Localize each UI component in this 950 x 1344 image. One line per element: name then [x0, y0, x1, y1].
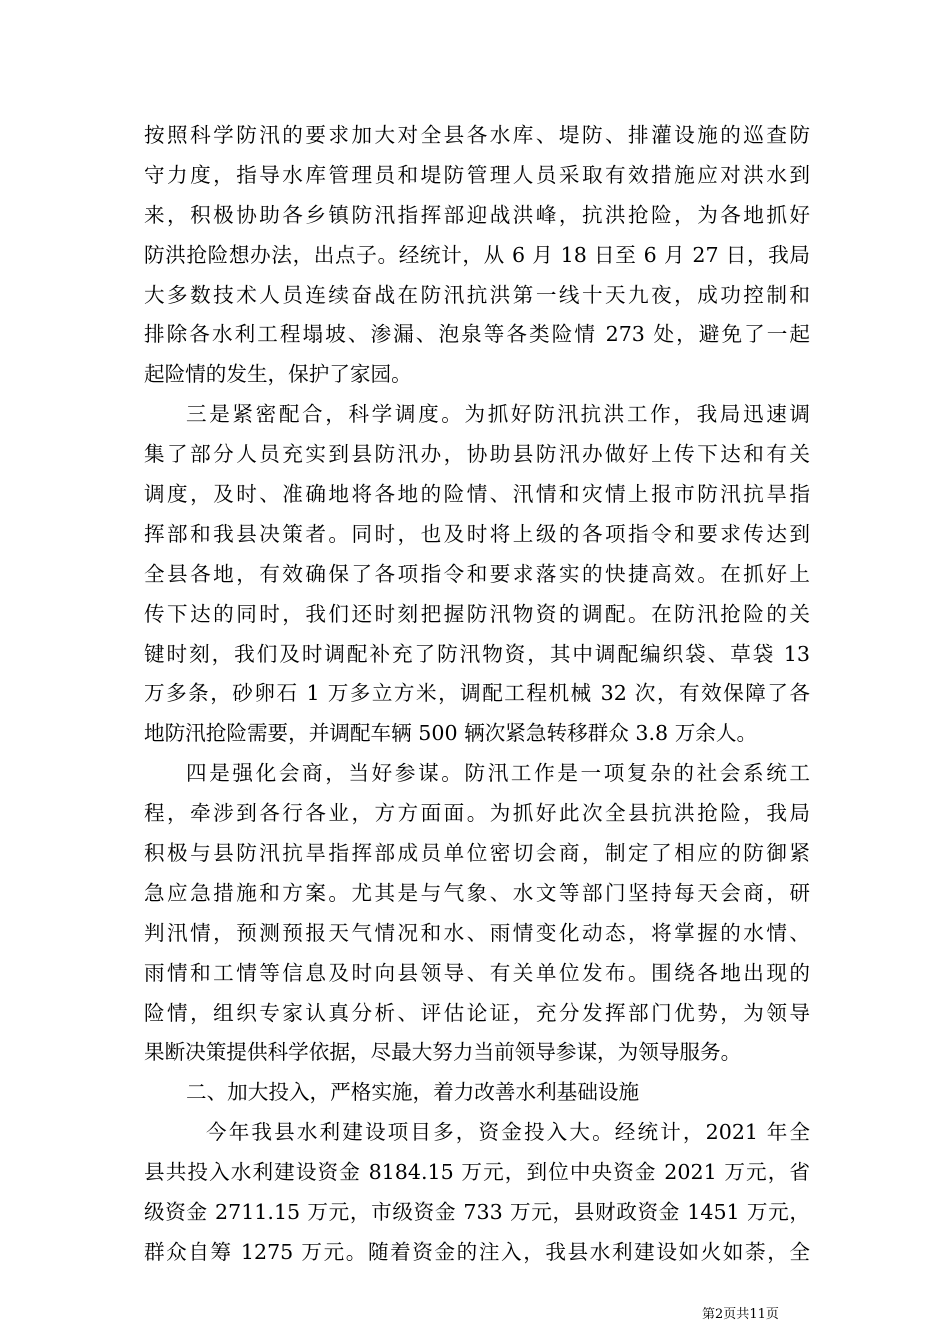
paragraph-first-line: 三是紧密配合，科学调度。为抓好防汛抗洪工作，我局迅速调: [186, 402, 810, 427]
text-line: 按照科学防汛的要求加大对全县各水库、堤防、排灌设施的巡查防: [144, 123, 810, 147]
text-line: 集了部分人员充实到县防汛办，协助县防汛办做好上传下达和有关: [144, 442, 810, 467]
text-line: 传下达的同时，我们还时刻把握防汛物资的调配。在防汛抢险的关: [144, 601, 810, 626]
text-line: 程，牵涉到各行各业，方方面面。为抓好此次全县抗洪抢险，我局: [144, 801, 810, 826]
text-line: 果断决策提供科学依据，尽最大努力当前领导参谋，为领导服务。: [144, 1040, 742, 1065]
text-line: 调度，及时、准确地将各地的险情、汛情和灾情上报市防汛抗旱指: [144, 482, 810, 507]
text-line: 险情，组织专家认真分析、评估论证，充分发挥部门优势，为领导: [144, 1000, 810, 1025]
total-pages-number: 11: [749, 1307, 766, 1322]
text-line: 大多数技术人员连续奋战在防汛抗洪第一线十天九夜，成功控制和: [144, 282, 810, 307]
current-page-number: 2: [715, 1307, 724, 1322]
text-line: 急应急措施和方案。尤其是与气象、水文等部门坚持每天会商，研: [144, 880, 810, 905]
footer-middle: 页共: [723, 1307, 750, 1322]
text-line: 群众自筹 1275 万元。随着资金的注入，我县水利建设如火如荼，全: [144, 1239, 810, 1264]
section-heading: 二、加大投入，严格实施，着力改善水利基础设施: [186, 1080, 640, 1105]
text-line: 键时刻，我们及时调配补充了防汛物资，其中调配编织袋、草袋 13: [144, 641, 810, 666]
text-line: 防洪抢险想办法，出点子。经统计，从 6 月 18 日至 6 月 27 日，我局: [144, 242, 810, 267]
document-body: [144, 116, 810, 1273]
text-line: 守力度，指导水库管理员和堤防管理人员采取有效措施应对洪水到: [144, 162, 810, 187]
text-line: 积极与县防汛抗旱指挥部成员单位密切会商，制定了相应的防御紧: [144, 841, 810, 866]
text-line: 全县各地，有效确保了各项指令和要求落实的快捷高效。在抓好上: [144, 561, 810, 586]
text-line: 级资金 2711.15 万元，市级资金 733 万元，县财政资金 1451 万元，: [144, 1200, 810, 1225]
text-line: 地防汛抢险需要，并调配车辆 500 辆次紧急转移群众 3.8 万余人。: [144, 721, 758, 746]
text-line: 起险情的发生，保护了家园。: [144, 362, 412, 387]
text-line: 万多条，砂卵石 1 万多立方米，调配工程机械 32 次，有效保障了各: [144, 681, 810, 706]
paragraph-first-line: 四是强化会商，当好参谋。防汛工作是一项复杂的社会系统工: [186, 761, 810, 786]
text-line: 雨情和工情等信息及时向县领导、有关单位发布。围绕各地出现的: [144, 960, 810, 985]
text-line: 挥部和我县决策者。同时，也及时将上级的各项指令和要求传达到: [144, 521, 810, 546]
paragraph-first-line: 今年我县水利建设项目多，资金投入大。经统计，2021 年全: [206, 1120, 810, 1145]
text-line: 排除各水利工程塌坡、渗漏、泡泉等各类险情 273 处，避免了一起: [144, 322, 810, 347]
footer-prefix: 第: [702, 1307, 716, 1322]
footer-suffix: 页: [765, 1307, 779, 1322]
text-line: 县共投入水利建设资金 8184.15 万元，到位中央资金 2021 万元，省: [144, 1160, 810, 1185]
text-line: 来，积极协助各乡镇防汛指挥部迎战洪峰，抗洪抢险，为各地抓好: [144, 202, 810, 227]
page-footer: [702, 1307, 779, 1323]
text-line: 判汛情，预测预报天气情况和水、雨情变化动态，将掌握的水情、: [144, 920, 810, 945]
